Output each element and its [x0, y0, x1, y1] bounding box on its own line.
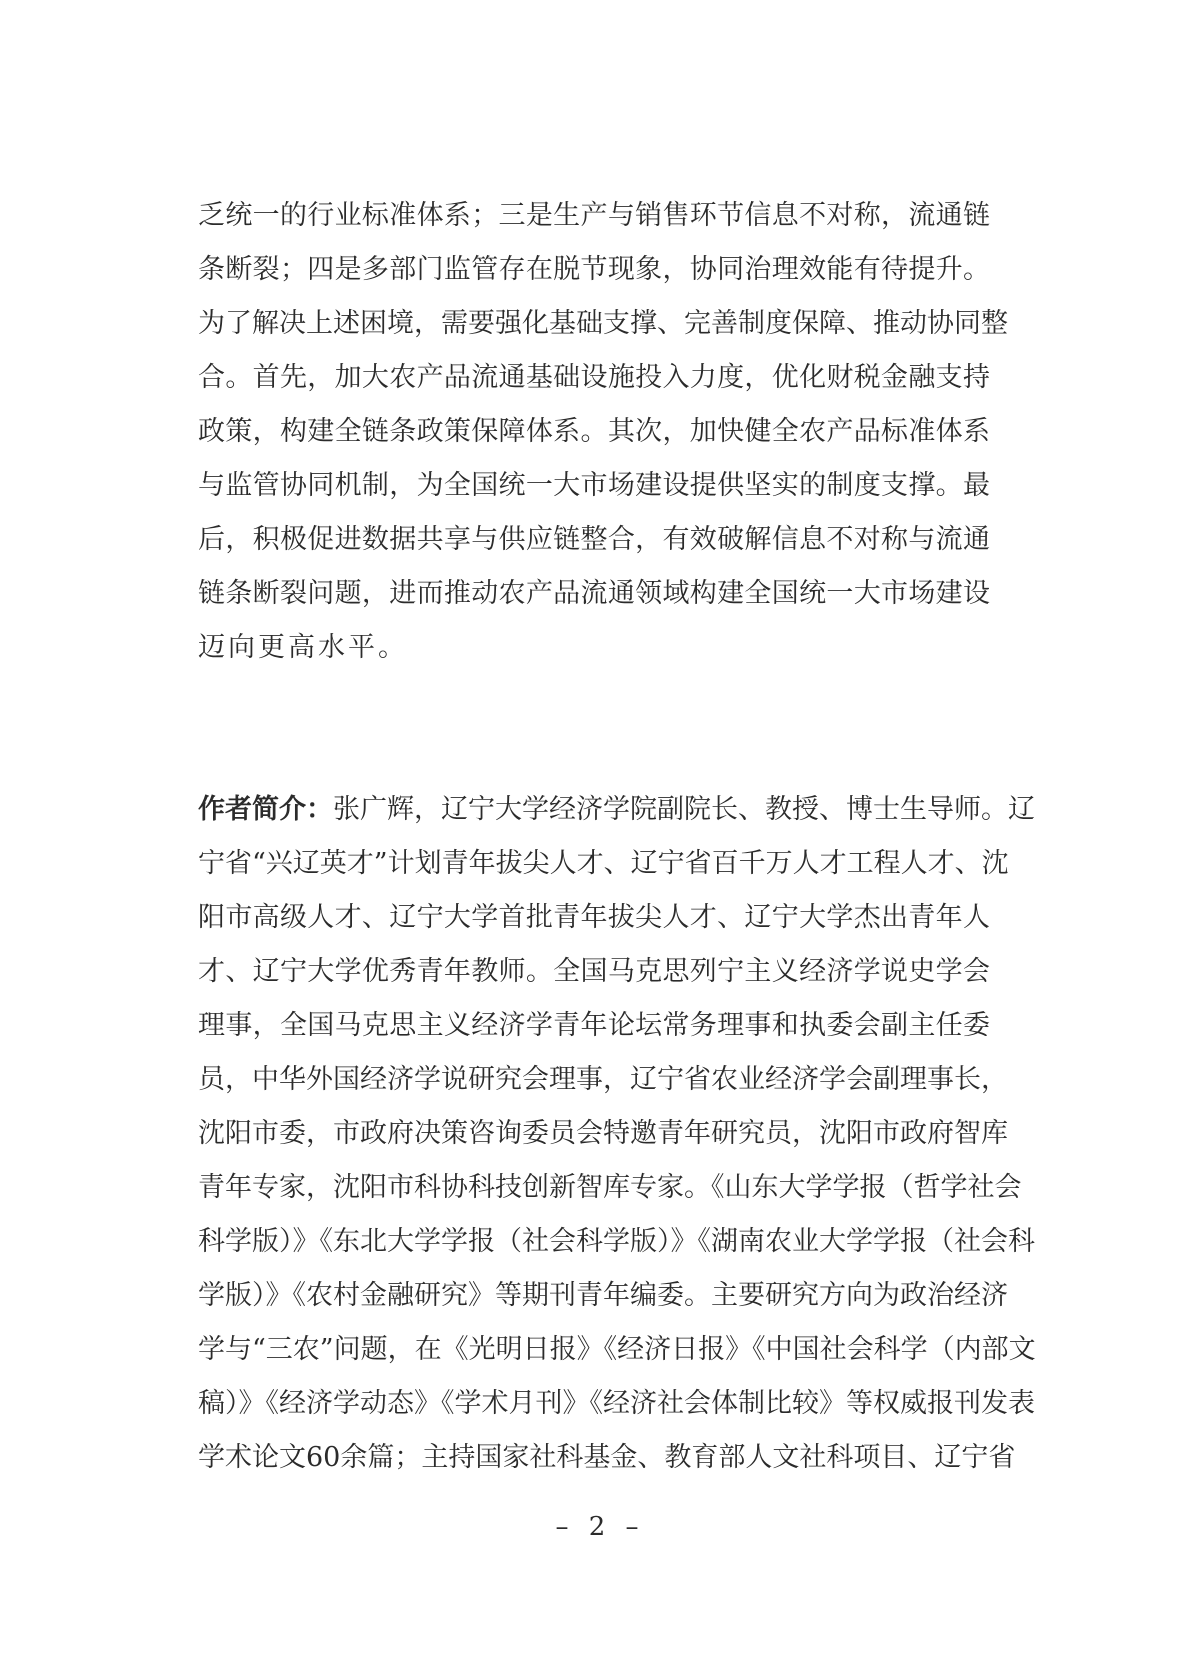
text-line: 阳市高级人才、辽宁大学首批青年拔尖人才、辽宁大学杰出青年人 [198, 902, 990, 933]
text-line: 后，积极促进数据共享与供应链整合，有效破解信息不对称与流通 [198, 524, 990, 555]
text-line: 才、辽宁大学优秀青年教师。全国马克思列宁主义经济学说史学会 [198, 956, 990, 987]
text-line: 迈向更高水平。 [198, 632, 408, 663]
author-bio-first-line [198, 792, 1035, 828]
text-line: 学术论文60余篇；主持国家社科基金、教育部人文社科项目、辽宁省 [198, 1442, 1016, 1473]
text-line: 与监管协同机制，为全国统一大市场建设提供坚实的制度支撑。最 [198, 470, 990, 501]
text-line: 合。首先，加大农产品流通基础设施投入力度，优化财税金融支持 [198, 362, 990, 393]
text-line: 科学版）》《东北大学学报（社会科学版）》《湖南农业大学学报（社会科 [198, 1226, 1035, 1257]
text-line: 乏统一的行业标准体系；三是生产与销售环节信息不对称，流通链 [198, 200, 990, 231]
author-bio-text: 张广辉，辽宁大学经济学院副院长、教授、博士生导师。辽 [333, 794, 1035, 825]
text-line: 链条断裂问题，进而推动农产品流通领域构建全国统一大市场建设 [198, 578, 990, 609]
text-line: 为了解决上述困境，需要强化基础支撑、完善制度保障、推动协同整 [198, 308, 1008, 339]
text-line: 沈阳市委，市政府决策咨询委员会特邀青年研究员，沈阳市政府智库 [198, 1118, 1008, 1149]
text-line: 学与“三农”问题，在《光明日报》《经济日报》《中国社会科学（内部文 [198, 1334, 1036, 1365]
page-number: – 2 – [555, 1512, 645, 1542]
text-line: 理事，全国马克思主义经济学青年论坛常务理事和执委会副主任委 [198, 1010, 990, 1041]
text-line: 政策，构建全链条政策保障体系。其次，加快健全农产品标准体系 [198, 416, 990, 447]
text-line: 条断裂；四是多部门监管存在脱节现象，协同治理效能有待提升。 [198, 254, 990, 285]
text-line: 青年专家，沈阳市科协科技创新智库专家。《山东大学学报（哲学社会 [198, 1172, 1022, 1203]
text-line: 稿）》《经济学动态》《学术月刊》《经济社会体制比较》等权威报刊发表 [198, 1388, 1035, 1419]
text-line: 学版）》《农村金融研究》等期刊青年编委。主要研究方向为政治经济 [198, 1280, 1008, 1311]
text-line: 员，中华外国经济学说研究会理事，辽宁省农业经济学会副理事长， [198, 1064, 1008, 1095]
text-line: 宁省“兴辽英才”计划青年拔尖人才、辽宁省百千万人才工程人才、沈 [198, 848, 1009, 879]
author-bio-label: 作者简介： [198, 794, 333, 825]
